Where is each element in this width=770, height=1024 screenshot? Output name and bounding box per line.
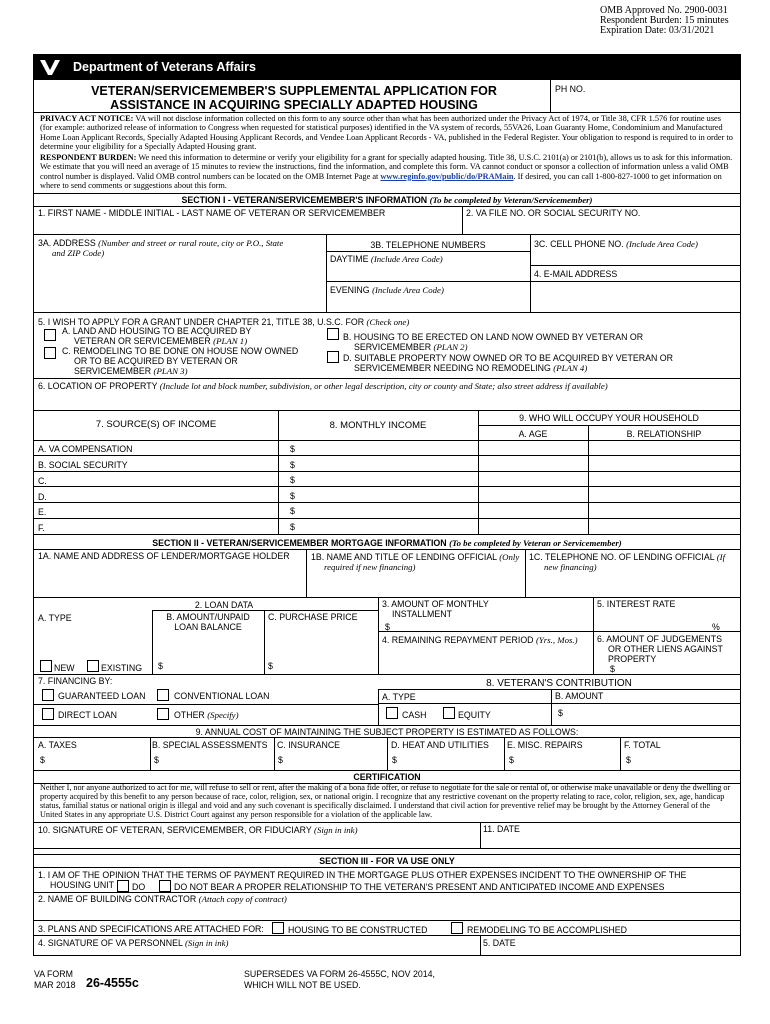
field-1-name[interactable]: 1. FIRST NAME - MIDDLE INITIAL - LAST NAME OF VETERAN OR SERVICEMEMBER xyxy=(38,208,386,218)
field-3c-cell-phone[interactable]: 3C. CELL PHONE NO. (Include Area Code) xyxy=(534,239,698,249)
loan-existing-checkbox[interactable] xyxy=(87,660,99,672)
field-8-contribution: 8. VETERAN'S CONTRIBUTION xyxy=(486,678,632,689)
plan-2-checkbox[interactable] xyxy=(327,328,339,340)
field-8-monthly-income: 8. MONTHLY INCOME xyxy=(329,420,427,431)
housing-constructed-checkbox[interactable] xyxy=(272,922,284,934)
field-1c-lender-phone[interactable]: 1C. TELEPHONE NO. OF LENDING OFFICIAL (If xyxy=(529,552,726,562)
form-body: VETERAN/SERVICEMEMBER'S SUPPLEMENTAL APPLICATION FOR ASSISTANCE IN ACQUIRING SPECIALLY ADAPTED HOUSING PH NO. PRIVACY ACT NOTICE: VA will not disclose information collected on this form to any source other than what has been authorized under the Privacy Act of 1974, or Title 38, CFR 1.576 for routine uses (for example: authorized release of information to Congress when requested for statistical purposes) identified in the VA system of records, 55VA26, Loan Guaranty Home, Condominium and Manufactured Home Loan Applicant Records, Specially Adapted Housing Applicant Records, and Vendee Loan Applicant Records - VA, published in the Federal Register. Your obligation to respond is required to in order to determine your eligibility for a Specially Adapted Housing grant. RESPONDENT BURDEN: We need this information to determine or verify your eligibility for a grant for specially adapted housing. Title 38, U.S.C. 2101(a) or 2101(b), allows us to ask for this information. We estimate that you will need an average of 15 minutes to review the instructions, find the information, and complete this form. VA cannot conduct or sponsor a collection of information unless a valid OMB control number is displayed. Valid OMB control numbers can be located on the OMB Internet Page at www.reginfo.gov/public/do/PRAMain. If desired, you can call 1-800-827-1000 to get information on where to send comments or suggestions about this form. SECTION I - VETERAN/SERVICEMEMBER'S INFORMATION (To be completed by Veteran/Servicemember) 1. FIRST NAME - MIDDLE INITIAL - LAST NAME OF VETERAN OR SERVICEMEMBER 2. VA FILE NO. OR SOCIAL SECURITY NO. 3A. ADDRESS (Number and street or rural route, city or P.O., State and ZIP Code) 3B. TELEPHONE NUMBERS 3C. CELL PHONE NO. (Include Area Code) DAYTIME (Include Area Code) 4. E-MAIL ADDRESS EVENING (Include Area Code) 5. I WISH TO APPLY FOR A GRANT UNDER CHAPTER 21, TITLE 38, U.S.C. FOR (Check one) A. LAND AND HOUSING TO BE ACQUIRED BY VETERAN OR SERVICEMEMBER (PLAN 1) C. REMODELING TO BE DONE ON HOUSE NOW OWNED OR TO BE ACQUIRED BY VETERAN OR SERVICEMEMBER (PLAN 3) B. HOUSING TO BE ERECTED ON LAND NOW OWNED BY VETERAN OR SERVICEMEMBER (PLAN 2) D. SUITABLE PROPERTY NOW OWNED OR TO BE ACQUIRED BY VETERAN OR SERVICEMEMBER NEEDING NO REMODELING (PLAN 4) 6. LOCATION OF PROPERTY (Include lot and block number, subdivision, or other legal description, city or county and State; also street address if available) 7. SOURCE(S) OF INCOME 8. MONTHLY INCOME 9. WHO WILL OCCUPY YOUR HOUSEHOLD A. AGE B. RELATIONSHIP A. VA COMPENSATION $ B. SOCIAL SECURITY $ C. $ D. $ E. $ F. $ SECTION II - VETERAN/SERVICEMEMBER MORTGAGE INFORMATION (To be completed by Veteran or Servicemember) 1A. NAME AND ADDRESS OF LENDER/MORTGAGE HOLDER 1B. NAME AND TITLE OF LENDING OFFICIAL (Only required if new financing) 1C. TELEPHONE NO. OF LENDING OFFICIAL (If new financing) 2. LOAN DATA A. TYPE B. AMOUNT/UNPAID LOAN BALANCE C. PURCHASE PRICE 3. AMOUNT OF MONTHLY INSTALLMENT $ % 5. INTEREST RATE 4. REMAINING REPAYMENT PERIOD (Yrs., Mos.) 6. AMOUNT OF JUDGEMENTS OR OTHER LIENS AGAINST PROPERTY $ NEW EXISTING $ $ 7. FINANCING BY: 8. VETERAN'S CONTRIBUTION GUARANTEED LOAN CONVENTIONAL LOAN A. TYPE B. AMOUNT DIRECT LOAN OTHER (Specify) CASH EQUITY $ 9. ANNUAL COST OF MAINTAINING THE SUBJECT PROPERTY IS ESTIMATED AS FOLLOWS: A. TAXES B. SPECIAL ASSESSMENTS C. INSURANCE D. HEAT AND UTILITIES E. MISC. REPAIRS F. TOTAL $ $ $ $ $ $ CERTIFICATION Neither I, nor anyone authorized to act for me, will refuse to sell or rent, after the making of a bona fide offer, or refuse to negotiate for the sale or rental of, or otherwise make unavailable or deny the dwelling or property acquired by this benefit to any person because of race, color, religion, sex, or national origin. I recognize that any restrictive covenant on the property relating to race, color, religion, sex, age, handicap status, familial status or national origin is illegal and void and any such covenant is specifically disclaimed. I understand that civil action for preventive relief may be brought by the Attorney General of the United States in any appropriate U.S. District Court against any person responsible for a violation of the applicable law. 10. SIGNATURE OF VETERAN, SERVICEMEMBER, OR FIDUCIARY (Sign in ink) 11. DATE SECTION III - FOR VA USE ONLY 1. I AM OF THE OPINION THAT THE TERMS OF PAYMENT REQUIRED IN THE MORTGAGE PLUS OTHER EXPENSES INCIDENT TO THE OWNERSHIP OF THE HOUSING UNIT DO DO NOT BEAR A PROPER RELATIONSHIP TO THE VETERAN'S PRESENT AND ANTICIPATED INCOME AND EXPENSES 2. NAME OF BUILDING CONTRACTOR (Attach copy of contract) 3. PLANS AND SPECIFICATIONS ARE ATTACHED FOR: HOUSING TO BE CONSTRUCTED REMODELING TO BE ACCOMPLISHED 4. SIGNATURE OF VA PERSONNEL (Sign in ink) 5. DATE xyxy=(33,80,741,956)
field-9-annual-cost: 9. ANNUAL COST OF MAINTAINING THE SUBJECT PROPERTY IS ESTIMATED AS FOLLOWS: xyxy=(195,727,579,737)
remodeling-checkbox[interactable] xyxy=(451,922,463,934)
ph-no-label: PH NO. xyxy=(555,84,586,94)
field-6-liens[interactable]: 6. AMOUNT OF JUDGEMENTS xyxy=(597,634,722,644)
field-11-date[interactable]: 11. DATE xyxy=(483,824,520,834)
field-3a-address[interactable]: 3A. ADDRESS (Number and street or rural route, city or P.O., State xyxy=(38,238,284,248)
footer-form-number: 26-4555c xyxy=(86,976,139,990)
evening-phone[interactable]: EVENING (Include Area Code) xyxy=(330,285,444,295)
form-title: VETERAN/SERVICEMEMBER'S SUPPLEMENTAL APPLICATION FOR ASSISTANCE IN ACQUIRING SPECIALLY ADAPTED HOUSING xyxy=(91,84,497,112)
cash-checkbox[interactable] xyxy=(386,707,398,719)
field-5-grant-type: 5. I WISH TO APPLY FOR A GRANT UNDER CHAPTER 21, TITLE 38, U.S.C. FOR (Check one) xyxy=(38,317,410,327)
field-2-va-file-no[interactable]: 2. VA FILE NO. OR SOCIAL SECURITY NO. xyxy=(466,208,641,218)
section-2-heading: SECTION II - VETERAN/SERVICEMEMBER MORTGAGE INFORMATION (To be completed by Veteran or Servicemember) xyxy=(152,538,622,548)
field-1b-lending-official[interactable]: 1B. NAME AND TITLE OF LENDING OFFICIAL (Only xyxy=(311,552,520,562)
conventional-loan-checkbox[interactable] xyxy=(157,689,169,701)
do-not-checkbox[interactable] xyxy=(159,880,171,892)
va-opinion: 1. I AM OF THE OPINION THAT THE TERMS OF PAYMENT REQUIRED IN THE MORTGAGE PLUS OTHER EXPENSES INCIDENT TO THE OWNERSHIP OF THE xyxy=(38,870,687,880)
guaranteed-loan-checkbox[interactable] xyxy=(42,689,54,701)
field-9-household: 9. WHO WILL OCCUPY YOUR HOUSEHOLD xyxy=(519,413,699,423)
privacy-notice: PRIVACY ACT NOTICE: VA will not disclose information collected on this form to any source other than what has been authorized under the Privacy Act of 1974, or Title 38, CFR 1.576 for routine uses (for example: authorized release of information to Congress when requested for statistical purposes) identified in the VA system of records, 55VA26, Loan Guaranty Home, Condominium and Manufactured Home Loan Applicant Records, Specially Adapted Housing Applicant Records, and Vendee Loan Applicant Records - VA, published in the Federal Register. Your obligation to respond is required to in order to determine your eligibility for a Specially Adapted Housing grant. xyxy=(40,114,733,152)
field-1a-lender[interactable]: 1A. NAME AND ADDRESS OF LENDER/MORTGAGE HOLDER xyxy=(38,551,290,561)
field-3b-telephone: 3B. TELEPHONE NUMBERS xyxy=(370,240,486,250)
omb-number: OMB Approved No. 2900-0031 xyxy=(600,5,728,16)
field-7-income-source: 7. SOURCE(S) OF INCOME xyxy=(95,419,217,430)
other-financing-checkbox[interactable] xyxy=(157,708,169,720)
direct-loan-checkbox[interactable] xyxy=(42,708,54,720)
va-logo-icon xyxy=(39,57,61,77)
plan-3-checkbox[interactable] xyxy=(44,347,56,359)
field-2-contractor[interactable]: 2. NAME OF BUILDING CONTRACTOR (Attach copy of contract) xyxy=(38,894,287,904)
daytime-phone[interactable]: DAYTIME (Include Area Code) xyxy=(330,254,443,264)
field-2a-type: A. TYPE xyxy=(38,613,72,623)
field-5-interest-rate[interactable]: 5. INTEREST RATE xyxy=(597,599,676,609)
respondent-burden-notice: RESPONDENT BURDEN: We need this information to determine or verify your eligibility for a grant for specially adapted housing. Title 38, U.S.C. 2101(a) or 2101(b), allows us to ask for this information. We estimate that you will need an average of 15 minutes to review the instructions, find the information, and complete this form. VA cannot conduct or sponsor a collection of information unless a valid OMB control number is displayed. Valid OMB control numbers can be located on the OMB Internet Page at www.reginfo.gov/public/do/PRAMain. If desired, you can call 1-800-827-1000 to get information on where to send comments or suggestions about this form. xyxy=(40,153,733,191)
footer-va-form: VA FORM xyxy=(34,969,73,979)
expiration-date: Expiration Date: 03/31/2021 xyxy=(600,25,715,36)
field-5-date[interactable]: 5. DATE xyxy=(483,938,516,948)
agency-name: Department of Veterans Affairs xyxy=(73,60,256,74)
reginfo-link[interactable]: www.reginfo.gov/public/do/PRAMain xyxy=(380,171,514,181)
respondent-burden: Respondent Burden: 15 minutes xyxy=(600,15,729,26)
section-3-heading: SECTION III - FOR VA USE ONLY xyxy=(319,856,455,866)
field-3-plans: 3. PLANS AND SPECIFICATIONS ARE ATTACHED FOR: xyxy=(38,924,264,934)
do-checkbox[interactable] xyxy=(117,880,129,892)
section-1-heading: SECTION I - VETERAN/SERVICEMEMBER'S INFORMATION (To be completed by Veteran/Servicemember) xyxy=(181,195,593,205)
plan-1-checkbox[interactable] xyxy=(44,329,56,341)
certification-heading: CERTIFICATION xyxy=(353,772,421,782)
footer-supersedes: SUPERSEDES VA FORM 26-4555C, NOV 2014, xyxy=(244,969,436,979)
field-6-location[interactable]: 6. LOCATION OF PROPERTY (Include lot and block number, subdivision, or other legal description, city or county and State; also street address if available) xyxy=(38,381,608,391)
plan-4-checkbox[interactable] xyxy=(327,351,339,363)
field-4-va-signature[interactable]: 4. SIGNATURE OF VA PERSONNEL (Sign in ink) xyxy=(38,938,229,948)
field-4-repayment-period[interactable]: 4. REMAINING REPAYMENT PERIOD (Yrs., Mos.) xyxy=(382,635,578,645)
field-2-loan-data: 2. LOAN DATA xyxy=(194,600,254,610)
field-4-email[interactable]: 4. E-MAIL ADDRESS xyxy=(534,269,618,279)
certification-text: Neither I, nor anyone authorized to act for me, will refuse to sell or rent, after the making of a bona fide offer, or refuse to negotiate for the sale or rental of, or otherwise make unavailable or deny the dwelling or property acquired by this benefit to any person because of race, color, religion, sex, or national origin. I recognize that any restrictive covenant on the property relating to race, color, religion, sex, age, handicap status, familial status or national origin is illegal and void and any such covenant is specifically disclaimed. I understand that civil action for preventive relief may be brought by the Attorney General of the United States in any appropriate U.S. District Court against any person responsible for a violation of the applicable law. xyxy=(40,783,731,819)
agency-header xyxy=(33,54,741,80)
field-2c-purchase-price: C. PURCHASE PRICE xyxy=(268,612,358,622)
footer-date: MAR 2018 xyxy=(34,980,76,990)
loan-new-checkbox[interactable] xyxy=(40,660,52,672)
field-10-signature[interactable]: 10. SIGNATURE OF VETERAN, SERVICEMEMBER, OR FIDUCIARY (Sign in ink) xyxy=(38,825,358,835)
omb-info xyxy=(600,6,729,36)
equity-checkbox[interactable] xyxy=(443,707,455,719)
field-7-financing: 7. FINANCING BY: xyxy=(38,676,113,686)
